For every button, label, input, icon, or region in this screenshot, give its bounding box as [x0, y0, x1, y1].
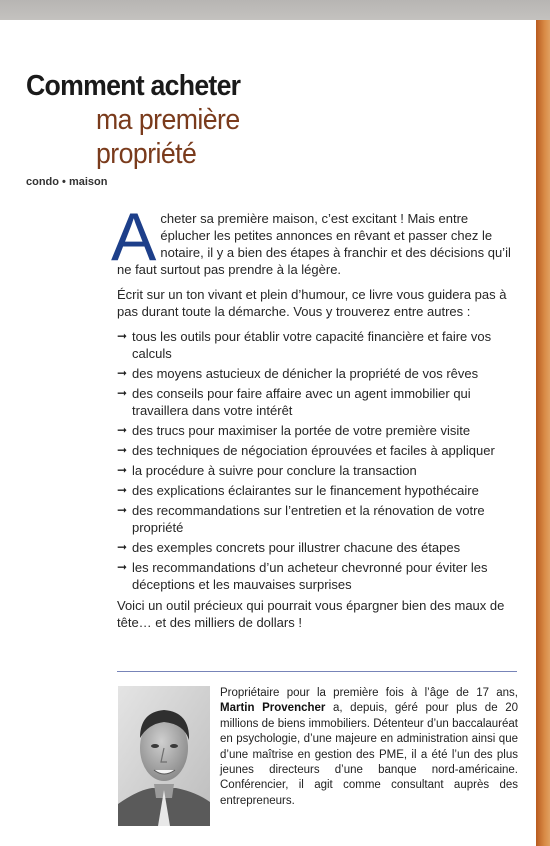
feature-list-item-text: des exemples concrets pour illustrer chacune des étapes [132, 540, 461, 555]
feature-list-item [117, 328, 517, 362]
feature-list-item-text: des explications éclairantes sur le financement hypothécaire [132, 483, 479, 498]
feature-list-item [117, 422, 517, 439]
intro-paragraph [111, 199, 517, 278]
feature-list-item-text: tous les outils pour établir votre capacité financière et faire vos calculs [132, 329, 492, 361]
author-bio-text: a, depuis, géré pour plus de 20 millions de biens immobiliers. Détenteur d’un baccalauréat en psychologie, d’une majeure en administration ainsi que d’une maîtrise en gestion des PME, il a été l’un des plus jeunes directeurs d’une banque nord-américaine. Conférencier, il agit comme consultant auprès des entrepreneurs. [220, 702, 518, 807]
book-title-line-1: Comment acheter [26, 70, 241, 102]
author-photo [118, 686, 210, 826]
feature-list-item [117, 462, 517, 479]
arrow-right-icon: ➞ [117, 386, 128, 400]
description-paragraph: Écrit sur un ton vivant et plein d’humour, ce livre vous guidera pas à pas durant toute la démarche. Vous y trouverez entre autres : [117, 287, 507, 319]
section-divider [117, 671, 517, 672]
right-orange-stripe [536, 20, 550, 846]
feature-list [117, 328, 517, 593]
feature-list-item-text: des trucs pour maximiser la portée de votre première visite [132, 423, 471, 438]
arrow-right-icon: ➞ [117, 540, 128, 554]
book-title-line-2: ma première [96, 104, 240, 136]
author-bio [220, 686, 518, 809]
arrow-right-icon: ➞ [117, 503, 128, 517]
feature-list-item [117, 482, 517, 499]
arrow-right-icon: ➞ [117, 463, 128, 477]
feature-list-item [117, 559, 517, 593]
feature-list-item-text: la procédure à suivre pour conclure la transaction [132, 463, 417, 478]
top-gray-band [0, 0, 550, 20]
arrow-right-icon: ➞ [117, 423, 128, 437]
feature-list-item [117, 442, 517, 459]
closing-paragraph: Voici un outil précieux qui pourrait vous épargner bien des maux de tête… et des milliers de dollars ! [117, 598, 505, 630]
arrow-right-icon: ➞ [117, 560, 128, 574]
book-title-line-3: propriété [96, 138, 197, 170]
arrow-right-icon: ➞ [117, 329, 128, 343]
arrow-right-icon: ➞ [117, 483, 128, 497]
feature-list-item-text: des conseils pour faire affaire avec un agent immobilier qui travaillera dans votre intérêt [132, 386, 471, 418]
intro-text: cheter sa première maison, c’est excitant ! Mais entre éplucher les petites annonces en rêvant et passer chez le notaire, il y a bien des étapes à franchir et des décisions qu’il ne faut surtout pas prendre à la légère. [117, 211, 511, 277]
feature-list-item-text: les recommandations d’un acheteur chevronné pour éviter les déceptions et les mauvaises surprises [132, 560, 488, 592]
back-cover-text [111, 199, 517, 639]
author-portrait-image [118, 686, 210, 826]
arrow-right-icon: ➞ [117, 443, 128, 457]
arrow-right-icon: ➞ [117, 366, 128, 380]
author-name: Martin Provencher [220, 702, 326, 715]
feature-list-item [117, 502, 517, 536]
feature-list-item-text: des moyens astucieux de dénicher la propriété de vos rêves [132, 366, 479, 381]
drop-cap: A [111, 199, 157, 275]
feature-list-item [117, 539, 517, 556]
feature-list-item [117, 385, 517, 419]
feature-list-item-text: des recommandations sur l’entretien et la rénovation de votre propriété [132, 503, 485, 535]
feature-list-item [117, 365, 517, 382]
author-bio-intro: Propriétaire pour la première fois à l’âge de 17 ans, [220, 687, 518, 699]
feature-list-item-text: des techniques de négociation éprouvées et faciles à appliquer [132, 443, 495, 458]
subtitle: condo • maison [26, 176, 108, 188]
